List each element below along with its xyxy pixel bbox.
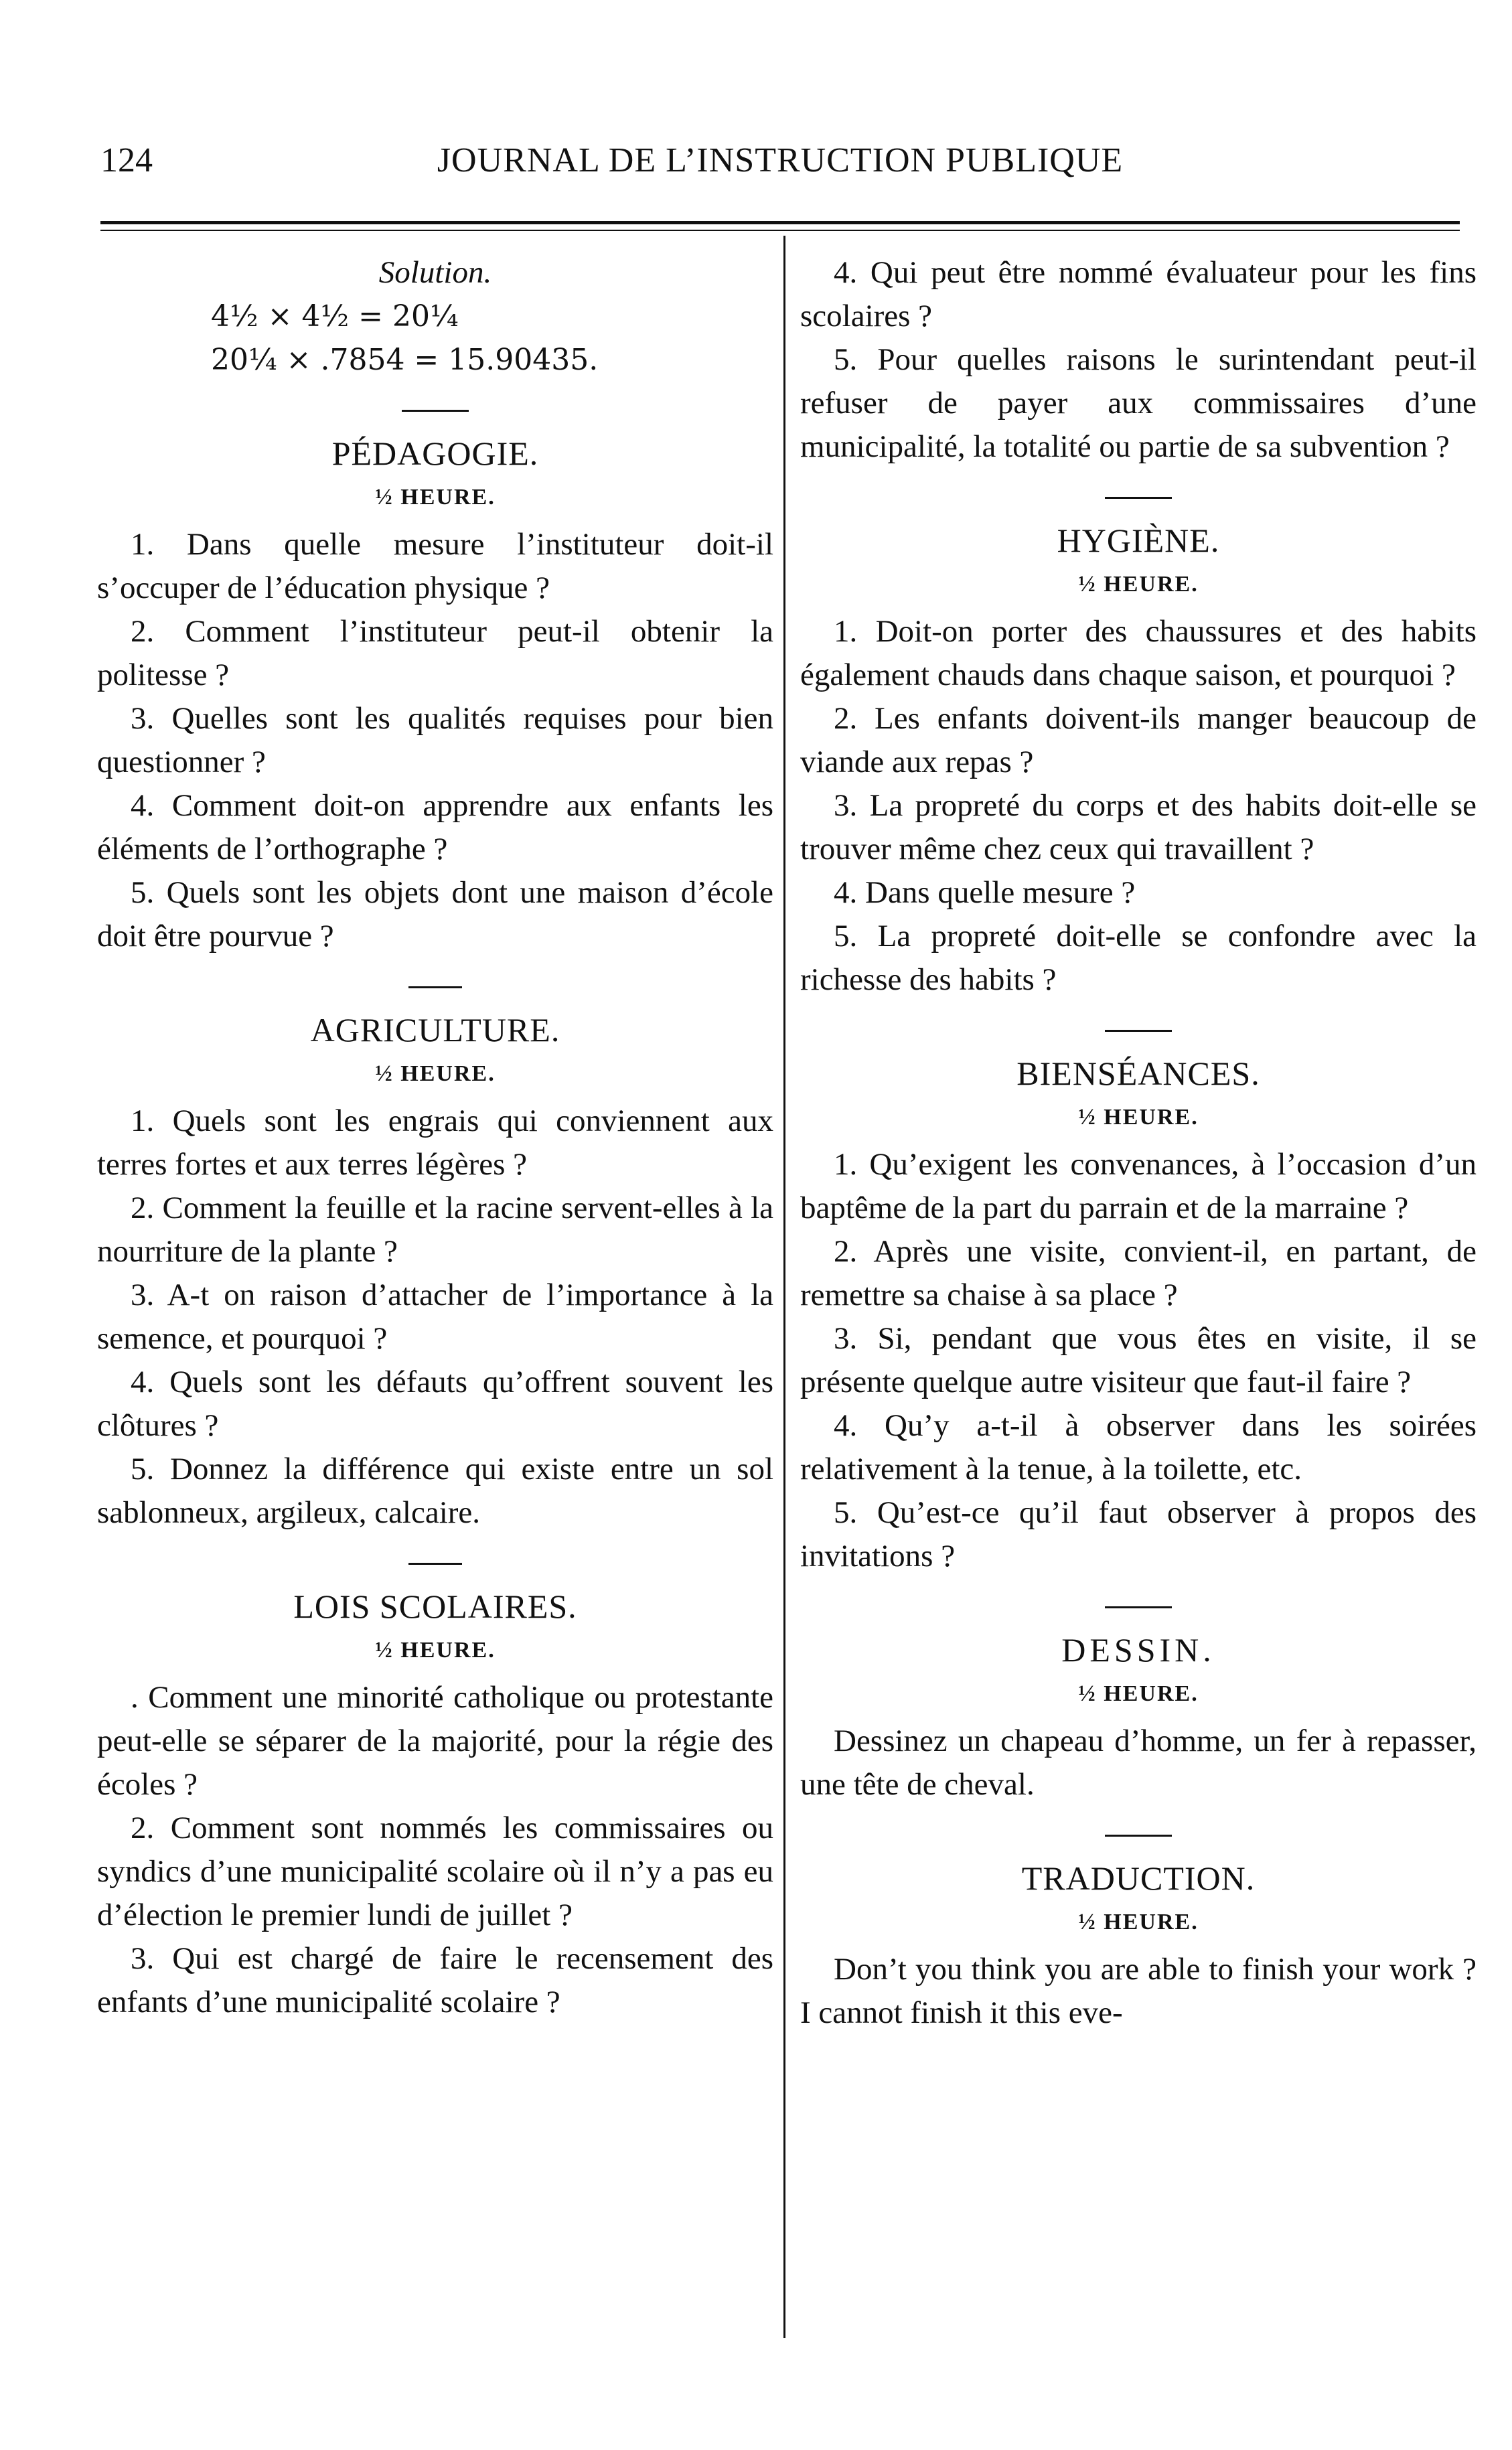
question-item: 1. Quels sont les engrais qui conviennent aux terres fortes et aux terres légères ?: [97, 1103, 773, 1182]
running-title: JOURNAL DE L’INSTRUCTION PUBLIQUE: [437, 141, 1124, 179]
question-item: 4. Qui peut être nommé évaluateur pour les fins scolaires ?: [800, 255, 1477, 333]
section-duration: ½ HEURE.: [1078, 1681, 1199, 1706]
section-title-agriculture: AGRICULTURE.: [310, 1011, 560, 1049]
question-item: 2. Comment sont nommés les commissaires ou syndics d’une municipalité scolaire où il n’y a pas eu d’élection le premier lundi de juillet ?: [97, 1811, 773, 1932]
section-duration: ½ HEURE.: [375, 1638, 496, 1663]
question-item: 1. Dans quelle mesure l’instituteur doit-il s’occuper de l’éducation physique ?: [97, 527, 773, 605]
section-title-traduction: TRADUCTION.: [1021, 1859, 1256, 1897]
question-item: 4. Quels sont les défauts qu’offrent souvent les clôtures ?: [97, 1365, 773, 1443]
section-title-bienseances: BIENSÉANCES.: [1016, 1055, 1260, 1092]
question-item: 2. Après une visite, convient-il, en partant, de remettre sa chaise à sa place ?: [800, 1234, 1477, 1312]
question-item: 5. Qu’est-ce qu’il faut observer à propos des invitations ?: [800, 1495, 1477, 1574]
section-text: Dessinez un chapeau d’homme, un fer à repasser, une tête de cheval.: [800, 1724, 1477, 1802]
section-separator: [1105, 1835, 1172, 1837]
question-item: . Comment une minorité catholique ou protestante peut-elle se séparer de la majorité, pour la régie des écoles ?: [97, 1680, 773, 1802]
section-duration: ½ HEURE.: [375, 1061, 496, 1086]
question-item: 4. Dans quelle mesure ?: [834, 875, 1136, 910]
column-divider: [783, 236, 785, 2338]
question-item: 3. Quelles sont les qualités requises pour bien questionner ?: [97, 701, 773, 779]
section-separator: [1105, 1606, 1172, 1608]
question-item: 1. Qu’exigent les convenances, à l’occasion d’un baptême de la part du parrain et de la marraine ?: [800, 1147, 1477, 1225]
question-item: 1. Doit-on porter des chaussures et des habits également chauds dans chaque saison, et pourquoi ?: [800, 614, 1477, 692]
solution-line: 4½ × 4½ = 20¼: [211, 299, 459, 333]
section-title-hygiene: HYGIÈNE.: [1057, 522, 1220, 559]
question-item: 4. Comment doit-on apprendre aux enfants les éléments de l’orthographe ?: [97, 788, 773, 866]
question-item: 5. Pour quelles raisons le surintendant peut-il refuser de payer aux commissaires d’une municipalité, la totalité ou partie de sa subvention ?: [800, 342, 1477, 464]
question-item: 3. Si, pendant que vous êtes en visite, il se présente quelque autre visiteur que faut-il faire ?: [800, 1321, 1477, 1399]
section-separator: [1105, 1030, 1172, 1032]
right-column: [800, 251, 1477, 2035]
question-item: 3. A-t on raison d’attacher de l’importance à la semence, et pourquoi ?: [97, 1278, 773, 1356]
section-duration: ½ HEURE.: [375, 485, 496, 510]
left-column: [97, 251, 773, 2024]
question-item: 4. Qu’y a-t-il à observer dans les soirées relativement à la tenue, à la toilette, etc.: [800, 1408, 1477, 1486]
section-separator: [408, 1563, 462, 1565]
section-separator: [408, 986, 462, 988]
question-item: 5. La propreté doit-elle se confondre avec la richesse des habits ?: [800, 919, 1477, 997]
section-title-lois-scolaires: LOIS SCOLAIRES.: [293, 1588, 577, 1625]
question-item: 2. Comment la feuille et la racine servent-elles à la nourriture de la plante ?: [97, 1191, 773, 1269]
section-separator: [402, 410, 469, 412]
question-item: 3. Qui est chargé de faire le recensement des enfants d’une municipalité scolaire ?: [97, 1941, 773, 2019]
question-item: 2. Les enfants doivent-ils manger beaucoup de viande aux repas ?: [800, 701, 1477, 779]
question-item: 5. Quels sont les objets dont une maison d’école doit être pourvue ?: [97, 875, 773, 953]
section-title-pedagogie: PÉDAGOGIE.: [331, 435, 539, 472]
solution-title: Solution.: [378, 255, 492, 290]
section-duration: ½ HEURE.: [1078, 1105, 1199, 1130]
section-duration: ½ HEURE.: [1078, 1910, 1199, 1934]
header-rule-thick: [100, 221, 1460, 224]
question-item: 2. Comment l’instituteur peut-il obtenir la politesse ?: [97, 614, 773, 692]
section-separator: [1105, 497, 1172, 499]
page-header: [100, 141, 1460, 194]
header-rule-thin: [100, 230, 1460, 231]
section-title-dessin: DESSIN.: [1061, 1631, 1215, 1669]
question-item: 5. Donnez la différence qui existe entre un sol sablonneux, argileux, calcaire.: [97, 1452, 773, 1530]
page-number: 124: [100, 141, 153, 179]
solution-line: 20¼ × .7854 = 15.90435.: [211, 343, 599, 377]
question-item: 3. La propreté du corps et des habits doit-elle se trouver même chez ceux qui travaillent ?: [800, 788, 1477, 866]
section-text: Don’t you think you are able to finish your work ? I cannot finish it this eve-: [800, 1952, 1477, 2030]
section-duration: ½ HEURE.: [1078, 572, 1199, 597]
